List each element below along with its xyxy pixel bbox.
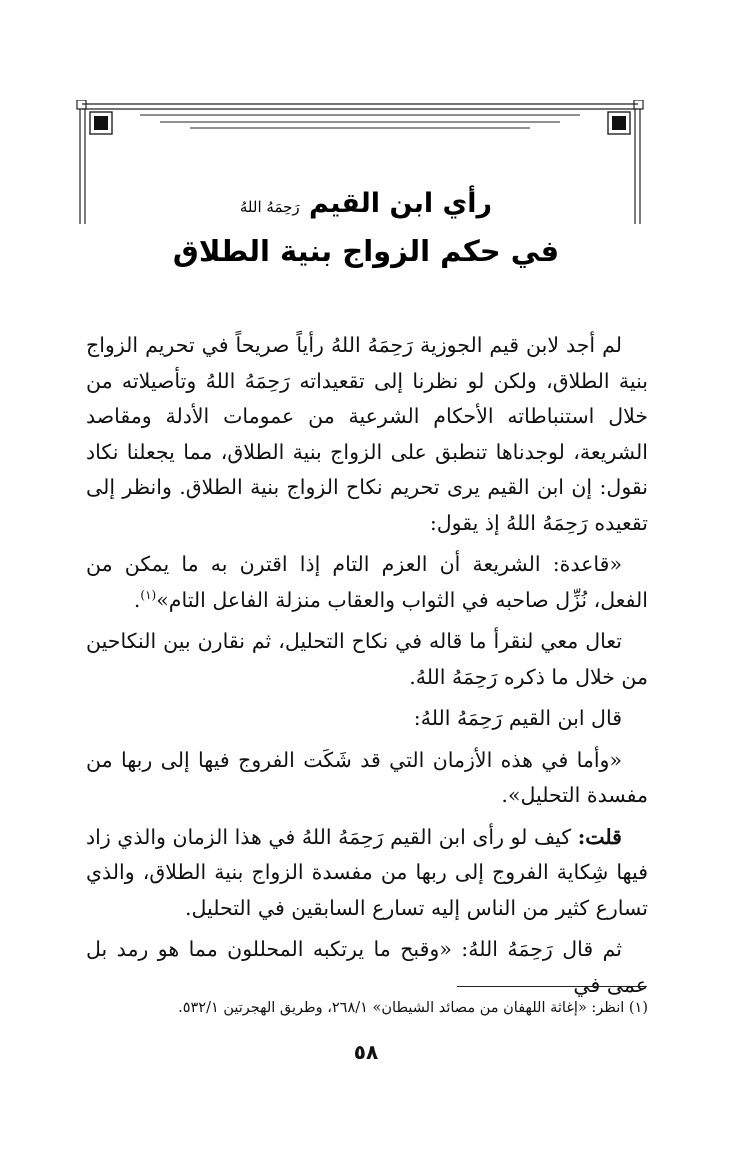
paragraph-text: كيف لو رأى ابن القيم رَحِمَهُ اللهُ في هذا الزمان والذي زاد فيها شِكاية الفروج إلى ربها من مفسدة الزواج بنية الطلاق، والذي تسارع كثير من الناس إليه تسارع السابقين في التحليل. <box>86 824 648 920</box>
chapter-title-text: رأي ابن القيم <box>309 188 493 219</box>
paragraph <box>86 820 648 927</box>
quote-paragraph: «قاعدة: الشريعة أن العزم التام إذا اقترن به ما يمكن من الفعل، نُزِّل صاحبه في الثواب والعقاب منزلة الفاعل التام»$^{(١)}$. <box>86 552 648 612</box>
quote-text: «قاعدة: الشريعة أن العزم التام إذا اقترن به ما يمكن من الفعل، نُزِّل صاحبه في الثواب والعقاب منزلة الفاعل التام» <box>86 552 648 612</box>
paragraph: ثم قال رَحِمَهُ اللهُ: «وقبح ما يرتكبه المحللون مما هو رمد بل عمى في <box>86 937 648 997</box>
paragraph-lead: قلت: <box>577 824 622 849</box>
paragraph: تعال معي لنقرأ ما قاله في نكاح التحليل، ثم نقارن بين النكاحين من خلال ما ذكره رَحِمَهُ اللهُ. <box>86 629 648 689</box>
chapter-title-line-2: في حكم الزواج بنية الطلاق <box>172 234 560 268</box>
honorific-glyph: رَحِمَهُ اللهُ <box>239 198 300 216</box>
paragraph: قال ابن القيم رَحِمَهُ اللهُ: <box>413 706 622 730</box>
body-text <box>86 328 648 1009</box>
footnote: (١) انظر: «إغاثة اللهفان من مصائد الشيطان» ٢٦٨/١، وطريق الهجرتين ٥٣٢/١. <box>178 1000 648 1016</box>
paragraph: لم أجد لابن قيم الجوزية رَحِمَهُ اللهُ رأياً صريحاً في تحريم الزواج بنية الطلاق، ولكن لو نظرنا إلى تقعيداته رَحِمَهُ اللهُ وتأصيلاته من خلال استنباطاته الأحكام الشرعية من عمومات الأدلة ومقاصد الشريعة، لوجدناها تنطبق على الزواج بنية الطلاق، مما يجعلنا نكاد نقول: إن ابن القيم يرى تحريم نكاح الزواج بنية الطلاق. وانظر إلى تقعيده رَحِمَهُ اللهُ إذ يقول: <box>86 333 648 535</box>
footnote-divider <box>457 986 647 987</box>
chapter-title-line-1 <box>0 188 732 219</box>
quote-paragraph: «وأما في هذه الأزمان التي قد شَكَت الفروج فيها إلى ربها من مفسدة التحليل». <box>86 747 648 807</box>
page-number: ٥٨ <box>353 1040 379 1064</box>
footnote-ref: (١) <box>140 587 157 602</box>
